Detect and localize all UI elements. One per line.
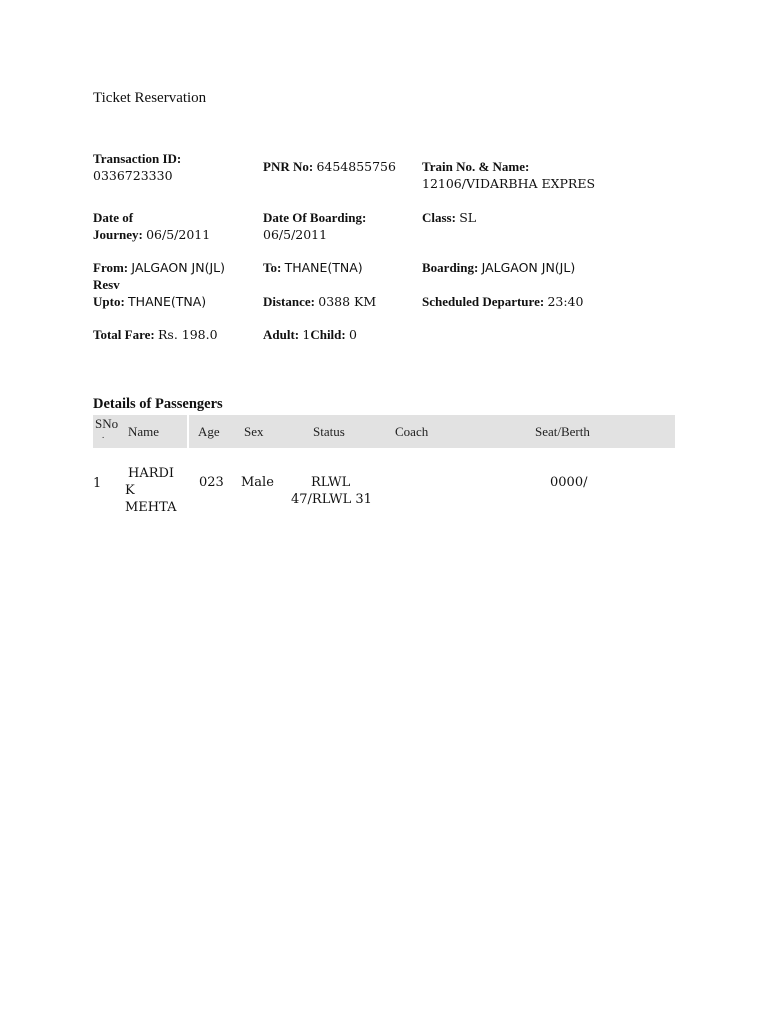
row-name-line1: HARDI [128,466,175,481]
adult-value: 1 [302,327,311,342]
date-of-journey-label-line1: Date of [93,210,134,225]
from-field [93,259,225,276]
resv-upto-label-line2: Upto: [93,294,125,309]
header-status: Status [313,424,345,439]
resv-upto-value: THANE(TNA) [128,294,207,309]
transaction-id-value: 0336723330 [93,168,173,183]
departure-label: Scheduled Departure: [422,294,545,309]
row-seat-berth: 0000/ [550,475,588,490]
date-of-boarding-field [263,209,366,243]
distance-field [263,293,376,310]
date-of-boarding-value: 06/5/2011 [263,227,328,242]
pnr-label: PNR No: [263,159,314,174]
to-field [263,259,363,276]
row-age: 023 [199,475,224,490]
row-status-line1: RLWL [311,475,351,490]
from-label: From: [93,260,129,275]
train-field [422,158,595,192]
pnr-field [263,158,396,175]
from-value: JALGAON JN(JL) [131,260,225,275]
train-value: 12106/VIDARBHA EXPRES [422,176,596,191]
passengers-title: Details of Passengers [93,396,223,412]
class-value: SL [459,210,477,225]
child-label: Child: [310,327,346,342]
transaction-id-label: Transaction ID: [93,151,182,166]
pnr-value: 6454855756 [316,159,396,174]
boarding-value: JALGAON JN(JL) [481,260,576,275]
header-name: Name [128,424,160,439]
total-fare-field [93,326,218,343]
header-age: Age [198,424,220,439]
class-label: Class: [422,210,456,225]
date-of-journey-value: 06/5/2011 [146,227,211,242]
train-label: Train No. & Name: [422,159,530,174]
header-sex: Sex [244,424,264,439]
date-of-boarding-label: Date Of Boarding: [263,210,367,225]
row-status-line2: 47/RLWL 31 [291,492,372,507]
adult-label: Adult: [263,327,300,342]
child-value: 0 [348,327,357,342]
row-sex: Male [241,475,274,490]
boarding-field [422,259,575,276]
pax-count-field [263,326,357,343]
departure-field [422,293,583,310]
total-fare-value: Rs. 198.0 [158,327,218,342]
header-sno-dot: . [102,430,105,440]
boarding-label: Boarding: [422,260,479,275]
header-seat-berth: Seat/Berth [535,424,590,439]
page-title: Ticket Reservation [93,90,207,106]
total-fare-label: Total Fare: [93,327,155,342]
row-name-line3: MEHTA [125,500,177,515]
resv-upto-label-line1: Resv [93,277,120,292]
transaction-id-field [93,150,181,184]
departure-value: 23:40 [547,294,584,309]
row-name-line2: K [125,483,135,498]
header-divider [187,415,189,448]
class-field [422,209,476,226]
date-of-journey-field [93,209,210,243]
distance-label: Distance: [263,294,315,309]
to-value: THANE(TNA) [284,260,363,275]
resv-upto-field [93,276,206,310]
distance-value: 0388 KM [318,294,377,309]
to-label: To: [263,260,282,275]
header-coach: Coach [395,424,429,439]
row-sno: 1 [93,476,102,491]
date-of-journey-label-line2: Journey: [93,227,143,242]
header-sno: SNo [95,416,119,431]
